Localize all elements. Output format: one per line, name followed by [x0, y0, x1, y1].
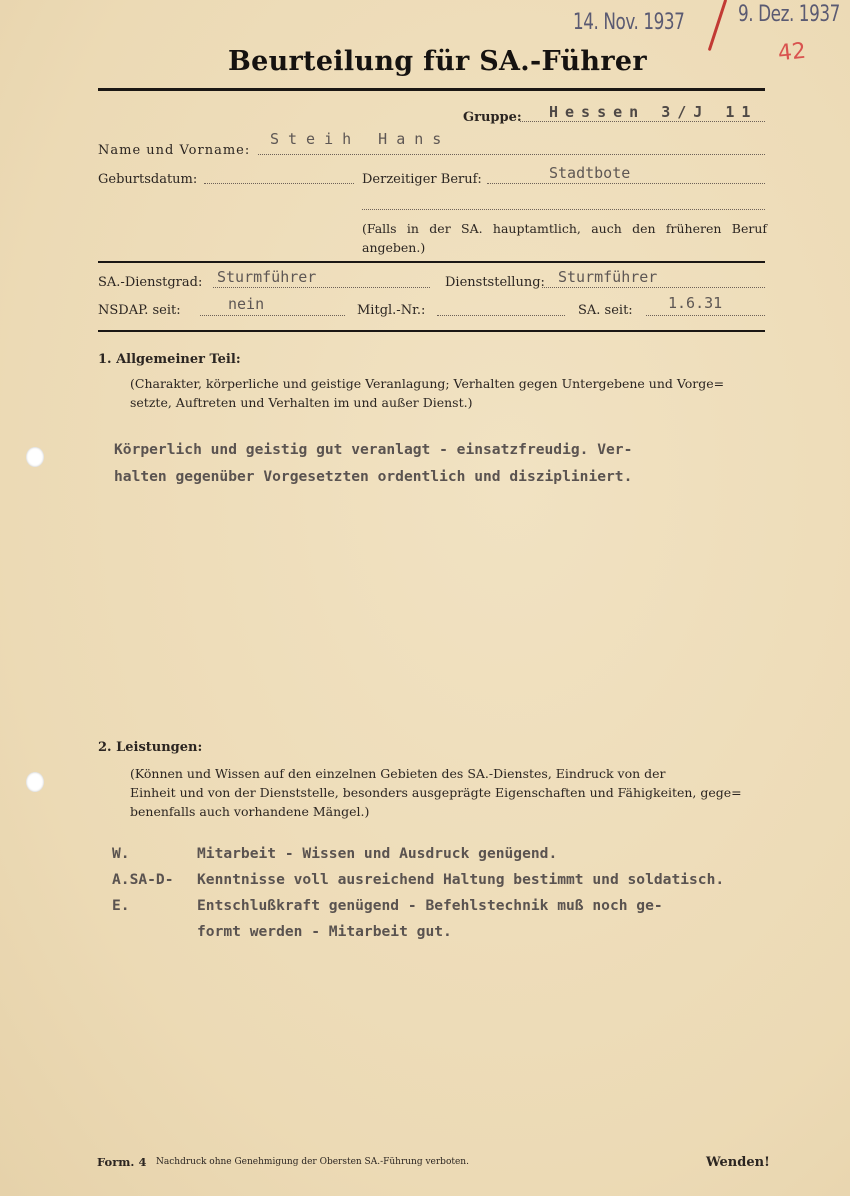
beruf-value: Stadtbote — [549, 164, 631, 182]
nsdap-label: NSDAP. seit: — [98, 303, 181, 318]
gruppe-dotted-line — [520, 121, 765, 122]
dienststellung-dotted-line — [542, 287, 765, 288]
form-title: Beurteilung für SA.-Führer — [228, 46, 647, 77]
geburtsdatum-label: Geburtsdatum: — [98, 172, 198, 187]
gruppe-label: Gruppe: — [463, 110, 522, 125]
section-rule-1 — [98, 261, 765, 263]
section2-row-key: A.SA-D- — [112, 871, 174, 888]
sa-seit-value: 1.6.31 — [668, 294, 723, 312]
red-pencil-slash — [708, 0, 728, 51]
name-dotted-line — [258, 154, 765, 155]
section-rule-2 — [98, 330, 765, 332]
title-rule — [98, 88, 765, 91]
footer-notice: Nachdruck ohne Genehmigung der Obersten SA.-Führung verboten. — [156, 1157, 469, 1167]
section2-row-key: W. — [112, 845, 130, 862]
dienstgrad-label: SA.-Dienstgrad: — [98, 275, 203, 290]
beruf-note: (Falls in der SA. hauptamtlich, auch den früheren Beruf angeben.) — [362, 221, 767, 255]
pencil-number: 42 — [776, 38, 808, 67]
nsdap-dotted-line — [200, 315, 345, 316]
section1-answer-line1: Körperlich und geistig gut veranlagt - einsatzfreudig. Ver- — [114, 441, 633, 458]
dienststellung-label: Dienststellung: — [445, 275, 545, 290]
sa-seit-label: SA. seit: — [578, 303, 633, 318]
dienstgrad-dotted-line — [213, 287, 430, 288]
section2-heading: 2. Leistungen: — [98, 740, 203, 755]
dienststellung-value: Sturmführer — [558, 268, 658, 286]
name-value: Steih Hans — [270, 130, 451, 148]
section1-description-line1: (Charakter, körperliche und geistige Veranlagung; Verhalten gegen Untergebene und Vorge= — [130, 376, 725, 391]
beruf-dotted-line — [487, 183, 765, 184]
punch-hole-bottom — [26, 772, 44, 792]
section2-description-line2: Einheit und von der Dienststelle, besonders ausgeprägte Eigenschaften und Fähigkeiten, gege= — [130, 785, 742, 800]
nsdap-value: nein — [228, 295, 265, 313]
gruppe-value: Hessen 3/J 11 — [549, 103, 758, 121]
name-label: Name und Vorname: — [98, 143, 251, 158]
footer-form-number: Form. 4 — [97, 1155, 147, 1169]
section2-row-text: Entschlußkraft genügend - Befehlstechnik muß noch ge- — [197, 897, 663, 914]
section2-row-text: Kenntnisse voll ausreichend Haltung bestimmt und soldatisch. — [197, 871, 725, 888]
punch-hole-top — [26, 447, 44, 467]
section1-answer-line2: halten gegenüber Vorgesetzten ordentlich und diszipliniert. — [114, 468, 633, 485]
beruf-label: Derzeitiger Beruf: — [362, 172, 482, 187]
section1-description-line2: setzte, Auftreten und Verhalten im und außer Dienst.) — [130, 395, 473, 410]
section2-row-key: E. — [112, 897, 130, 914]
section2-row-text: formt werden - Mitarbeit gut. — [197, 923, 452, 940]
mitgl-dotted-line — [437, 315, 565, 316]
dienstgrad-value: Sturmführer — [217, 268, 317, 286]
section1-heading: 1. Allgemeiner Teil: — [98, 352, 241, 367]
mitgl-label: Mitgl.-Nr.: — [357, 303, 426, 318]
beruf-second-dotted-line — [362, 209, 765, 210]
section2-description-line3: benenfalls auch vorhandene Mängel.) — [130, 804, 370, 819]
section2-row-text: Mitarbeit - Wissen und Ausdruck genügend. — [197, 845, 558, 862]
geburtsdatum-dotted-line — [204, 183, 354, 184]
second-date-stamp: 9. Dez. 1937 — [738, 2, 840, 27]
footer-turn-over: Wenden! — [706, 1155, 770, 1170]
section2-description-line1: (Können und Wissen auf den einzelnen Gebieten des SA.-Dienstes, Eindruck von der — [130, 766, 666, 781]
sa-seit-dotted-line — [646, 315, 765, 316]
received-date-stamp: 14. Nov. 1937 — [573, 10, 685, 35]
